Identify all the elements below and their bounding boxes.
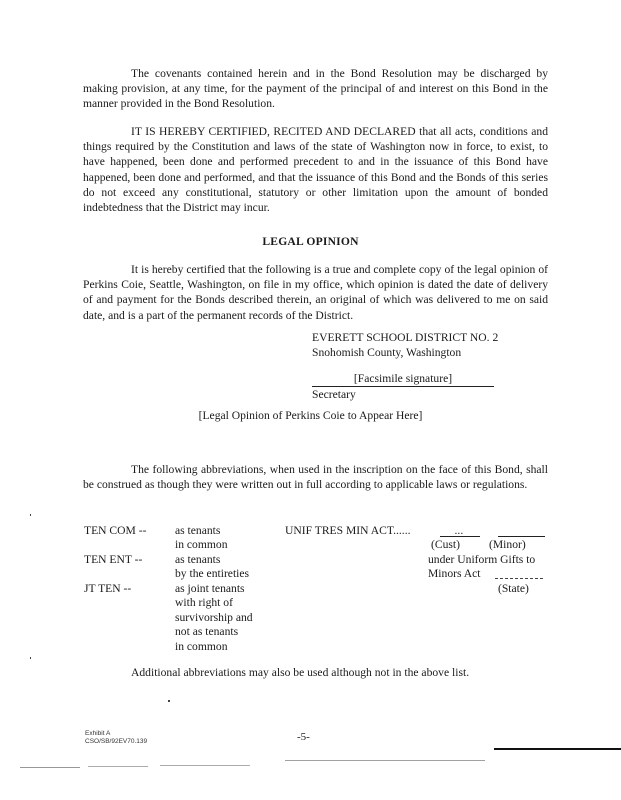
district-name: EVERETT SCHOOL DISTRICT NO. 2 (312, 331, 499, 344)
abbreviations-intro: The following abbreviations, when used in the inscription on the face of this Bond, shall be construed as though they were written out in full according to applicable laws or regulations. (83, 463, 548, 492)
bottom-rule (494, 748, 621, 750)
unif-tres-min-act (285, 524, 463, 539)
page-number: -5- (297, 731, 310, 743)
unif-label: UNIF TRES MIN ACT...... (285, 524, 411, 537)
uniform-gifts-label: under Uniform Gifts to (428, 553, 536, 566)
minors-act-label: Minors Act (428, 567, 481, 580)
scan-mark (30, 657, 31, 659)
jt-ten-desc-2: with right of (175, 596, 233, 609)
county-name: Snohomish County, Washington (312, 346, 462, 359)
scan-artifact-line (285, 760, 485, 761)
legal-opinion-paragraph: It is hereby certified that the following is a true and complete copy of the legal opinion of Perkins Coie, Seattle, Washington, on file in my office, which opinion is dated the date of delivery of and payment for the Bonds described therein, an original of which was delivered to me on said date, and is a part of the permanent records of the District. (83, 263, 548, 322)
scan-artifact-line (88, 766, 148, 767)
scan-mark (168, 700, 170, 702)
scan-mark (30, 514, 31, 516)
signer-title: Secretary (312, 388, 356, 401)
scan-artifact-line (20, 767, 80, 768)
jt-ten-desc-4: not as tenants (175, 625, 239, 638)
covenants-paragraph: The covenants contained herein and in the Bond Resolution may be discharged by making provision, at any time, for the payment of the principal of and interest on this Bond in the manner provided in the Bond Resolution. (83, 67, 548, 111)
ten-ent-desc: as tenants (175, 553, 221, 566)
ten-com-desc: as tenants (175, 524, 221, 537)
ten-com-desc-2: in common (175, 538, 228, 551)
exhibit-label: Exhibit A (85, 730, 111, 737)
state-label: (State) (498, 582, 529, 595)
certification-paragraph: IT IS HEREBY CERTIFIED, RECITED AND DECLARED that all acts, conditions and things required by the Constitution and laws of the state of Washington now in force, to exist, to have happened, been done and performed precedent to and in the issuance of this Bond have happened, been done and performed, and that the issuance of this Bond and the Bonds of this series do not exceed any constitutional, statutory or other limitation upon the amount of bonded indebtedness that the District may incur. (83, 125, 548, 215)
facsimile-signature: [Facsimile signature] (312, 371, 494, 387)
legal-opinion-heading: LEGAL OPINION (262, 235, 359, 248)
scan-artifact-line (160, 765, 250, 766)
legal-opinion-placeholder: [Legal Opinion of Perkins Coie to Appear Here] (198, 409, 423, 422)
jt-ten-desc-5: in common (175, 640, 228, 653)
unif-dots: ... (454, 524, 464, 537)
minor-label: (Minor) (489, 538, 526, 551)
document-code: CSO/SB/92EV70.139 (85, 738, 148, 745)
ten-ent-label: TEN ENT -- (84, 553, 143, 566)
jt-ten-desc-3: survivorship and (175, 611, 253, 624)
jt-ten-desc: as joint tenants (175, 582, 245, 595)
additional-abbreviations-note: Additional abbreviations may also be used although not in the above list. (131, 666, 470, 679)
ten-com-label: TEN COM -- (84, 524, 147, 537)
custodian-blank (440, 536, 480, 537)
cust-label: (Cust) (431, 538, 460, 551)
state-blank (495, 578, 543, 579)
jt-ten-label: JT TEN -- (84, 582, 132, 595)
ten-ent-desc-2: by the entireties (175, 567, 250, 580)
signature-block (312, 371, 494, 387)
minor-blank (498, 536, 545, 537)
